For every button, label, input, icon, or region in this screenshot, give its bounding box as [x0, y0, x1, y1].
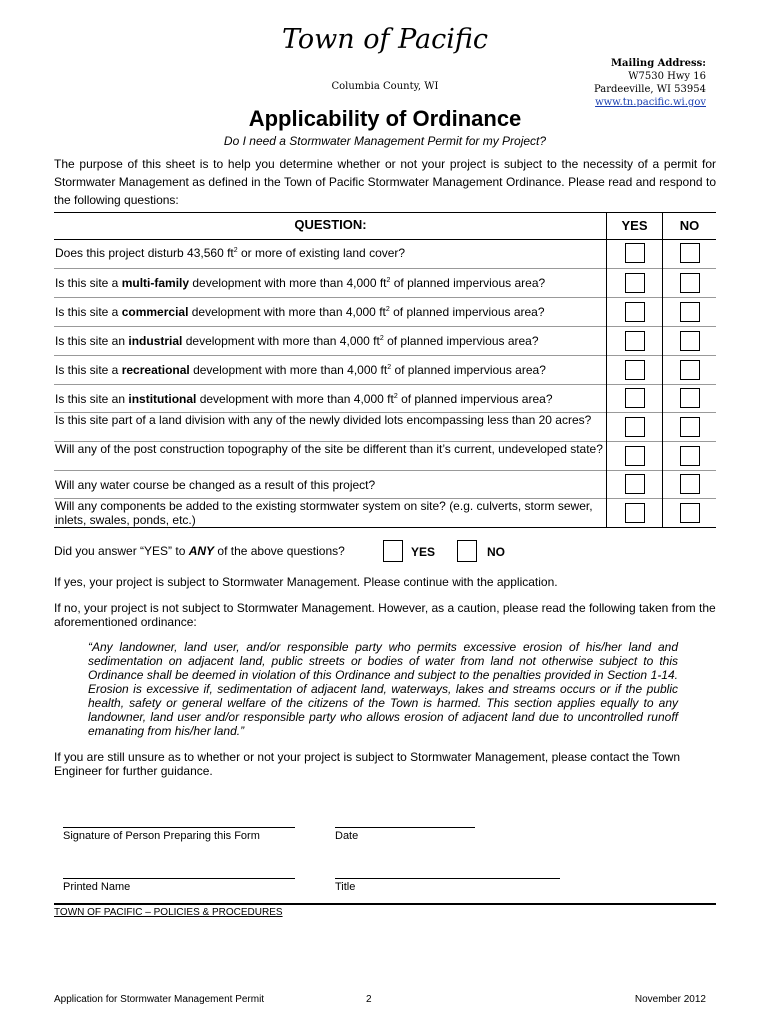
question-text	[54, 392, 606, 406]
question-mid: development with more than 4,000 ft	[182, 334, 380, 348]
question-post: or more of existing land cover?	[237, 246, 406, 260]
question-sup: 2	[233, 247, 238, 254]
question-pre: Is this site a	[55, 305, 122, 319]
question-bold: multi-family	[121, 276, 190, 290]
question-sup: 2	[385, 306, 390, 313]
question-mid: development with more than 4,000 ft	[188, 305, 386, 319]
unsure-text: If you are still unsure as to whether or not your project is subject to Stormwater Management, please contact the Town Engineer for further guidance.	[54, 750, 681, 778]
no-checkbox[interactable]	[680, 273, 700, 293]
policy-heading: TOWN OF PACIFIC – POLICIES & PROCEDURES	[54, 907, 283, 918]
no-checkbox[interactable]	[680, 503, 700, 523]
no-cell	[662, 470, 717, 498]
question-pre: Will any of the post construction topography of the site be different than it’s current, undeveloped state?	[55, 442, 603, 456]
question-mid: development with more than 4,000 ft	[189, 276, 387, 290]
question-sup: 2	[387, 364, 392, 371]
question-pre: Will any water course be changed as a result of this project?	[55, 478, 376, 492]
question-post: of planned impervious area?	[397, 392, 553, 406]
question-text	[54, 305, 606, 319]
question-text	[54, 276, 606, 290]
question-sup: 2	[379, 335, 384, 342]
no-cell	[662, 498, 717, 527]
question-bold: institutional	[128, 392, 197, 406]
table-header	[54, 212, 716, 240]
if-yes-text: If yes, your project is subject to Stormwater Management. Please continue with the application.	[54, 575, 558, 589]
question-text	[54, 334, 606, 348]
table-row	[54, 384, 716, 413]
yes-checkbox[interactable]	[625, 474, 645, 494]
answer-no-checkbox[interactable]	[457, 540, 477, 562]
page-title: Applicability of Ordinance	[248, 106, 522, 131]
question-sup: 2	[386, 277, 391, 284]
answer-yes-label: YES	[411, 545, 436, 559]
question-text	[54, 478, 606, 492]
yes-checkbox[interactable]	[625, 503, 645, 523]
title-line[interactable]	[335, 878, 560, 879]
question-post: of planned impervious area?	[390, 276, 546, 290]
no-checkbox[interactable]	[680, 302, 700, 322]
no-checkbox[interactable]	[680, 360, 700, 380]
question-post: of planned impervious area?	[391, 363, 546, 377]
question-bold: recreational	[121, 363, 190, 377]
question-pre: Is this site a	[55, 276, 122, 290]
table-row	[54, 498, 716, 528]
question-pre: Does this project disturb 43,560 ft	[55, 246, 234, 260]
answer-row	[54, 544, 345, 558]
no-checkbox[interactable]	[680, 388, 700, 408]
no-cell	[662, 268, 717, 297]
yes-column-header: YES	[606, 213, 662, 239]
question-post: of planned impervious area?	[383, 334, 539, 348]
yes-cell	[606, 384, 663, 412]
yes-checkbox[interactable]	[625, 331, 645, 351]
question-pre: Will any components be added to the existing stormwater system on site? (e.g. culverts, storm sewer, inlets, swales, ponds, etc.)	[55, 499, 593, 527]
answer-prefix: Did you answer “YES” to	[54, 544, 189, 558]
table-row	[54, 355, 716, 385]
yes-cell	[606, 441, 663, 470]
yes-checkbox[interactable]	[625, 388, 645, 408]
printed-name-line[interactable]	[63, 878, 295, 879]
question-pre: Is this site an	[55, 392, 129, 406]
question-pre: Is this site an	[55, 334, 129, 348]
table-row	[54, 297, 716, 327]
date-line[interactable]	[335, 827, 475, 828]
no-cell	[662, 297, 717, 326]
question-post: of planned impervious area?	[389, 305, 545, 319]
footer-divider	[54, 903, 716, 905]
answer-no-label: NO	[487, 545, 505, 559]
no-cell	[662, 384, 717, 412]
answer-emphasis: ANY	[188, 544, 215, 558]
mailing-address	[594, 57, 706, 109]
no-cell	[662, 441, 717, 470]
table-row	[54, 412, 716, 442]
signature-line[interactable]	[63, 827, 295, 828]
yes-checkbox[interactable]	[625, 302, 645, 322]
yes-cell	[606, 326, 663, 355]
question-text	[54, 246, 606, 260]
table-row	[54, 238, 716, 269]
answer-suffix: of the above questions?	[214, 544, 345, 558]
yes-checkbox[interactable]	[625, 360, 645, 380]
yes-cell	[606, 412, 663, 441]
table-row	[54, 268, 716, 298]
question-text	[54, 363, 606, 377]
question-bold: industrial	[128, 334, 183, 348]
mailing-line2: Pardeeville, WI 53954	[594, 84, 706, 95]
question-mid: development with more than 4,000 ft	[196, 392, 394, 406]
town-name: Town of Pacific	[281, 24, 489, 55]
yes-cell	[606, 268, 663, 297]
signature-label: Signature of Person Preparing this Form	[63, 830, 260, 842]
answer-yes-checkbox[interactable]	[383, 540, 403, 562]
page-subtitle: Do I need a Stormwater Management Permit for my Project?	[223, 134, 547, 148]
yes-checkbox[interactable]	[625, 417, 645, 437]
table-row	[54, 470, 716, 499]
question-text	[54, 499, 606, 527]
footer-date: November 2012	[634, 994, 706, 1005]
ordinance-quote: “Any landowner, land user, and/or responsible party who permits excessive erosion of his/her land and sedimentation on adjacent land, public streets or bodies of water from land not otherwise subject to this Ordinance shall be deemed in violation of this Ordinance and subject to the penalties provided in Section 1-14. Erosion is excessive if, sedimentation of adjacent land, waterways, lakes and streams occurs or if the public health, safety or general welfare of the citizens of the Town is harmed. This section applies equally to any landowner, land user and/or responsible party who allows erosion of adjacent land due to uncontrolled runoff emanating from his/her land.”	[88, 640, 678, 738]
printed-name-label: Printed Name	[63, 881, 131, 893]
mailing-line1: W7530 Hwy 16	[628, 71, 706, 82]
yes-cell	[606, 238, 663, 268]
question-bold: commercial	[121, 305, 189, 319]
if-no-text: If no, your project is not subject to Stormwater Management. However, as a caution, please read the following taken from the aforementioned ordinance:	[54, 601, 716, 629]
no-cell	[662, 238, 717, 268]
yes-cell	[606, 297, 663, 326]
no-cell	[662, 412, 717, 441]
footer-document-name: Application for Stormwater Management Permit	[54, 994, 265, 1005]
yes-cell	[606, 498, 663, 527]
no-column-header: NO	[662, 213, 716, 239]
county-name: Columbia County, WI	[331, 81, 439, 92]
question-text	[54, 442, 606, 456]
yes-checkbox[interactable]	[625, 243, 645, 263]
no-cell	[662, 326, 717, 355]
question-column-header: QUESTION:	[294, 217, 367, 232]
yes-cell	[606, 470, 663, 498]
intro-text: The purpose of this sheet is to help you determine whether or not your project is subject to the necessity of a permit for Stormwater Management as defined in the Town of Pacific Stormwater Management Ordinance. Please read and respond to the following questions:	[54, 157, 716, 207]
date-label: Date	[335, 830, 359, 842]
website-link[interactable]: www.tn.pacific.wi.gov	[595, 97, 706, 108]
mailing-heading: Mailing Address:	[610, 58, 706, 69]
yes-checkbox[interactable]	[625, 273, 645, 293]
no-checkbox[interactable]	[680, 331, 700, 351]
question-mid: development with more than 4,000 ft	[189, 363, 388, 377]
question-sup: 2	[393, 393, 398, 400]
no-cell	[662, 355, 717, 384]
question-pre: Is this site part of a land division with any of the newly divided lots encompassing less than 20 acres?	[55, 413, 592, 427]
yes-cell	[606, 355, 663, 384]
table-row	[54, 441, 716, 471]
question-pre: Is this site a	[55, 363, 122, 377]
no-checkbox[interactable]	[680, 243, 700, 263]
no-checkbox[interactable]	[680, 474, 700, 494]
no-checkbox[interactable]	[680, 417, 700, 437]
footer-page-number: 2	[366, 994, 372, 1005]
no-checkbox[interactable]	[680, 446, 700, 466]
title-label: Title	[335, 881, 356, 893]
yes-checkbox[interactable]	[625, 446, 645, 466]
table-row	[54, 326, 716, 356]
question-text	[54, 413, 606, 427]
